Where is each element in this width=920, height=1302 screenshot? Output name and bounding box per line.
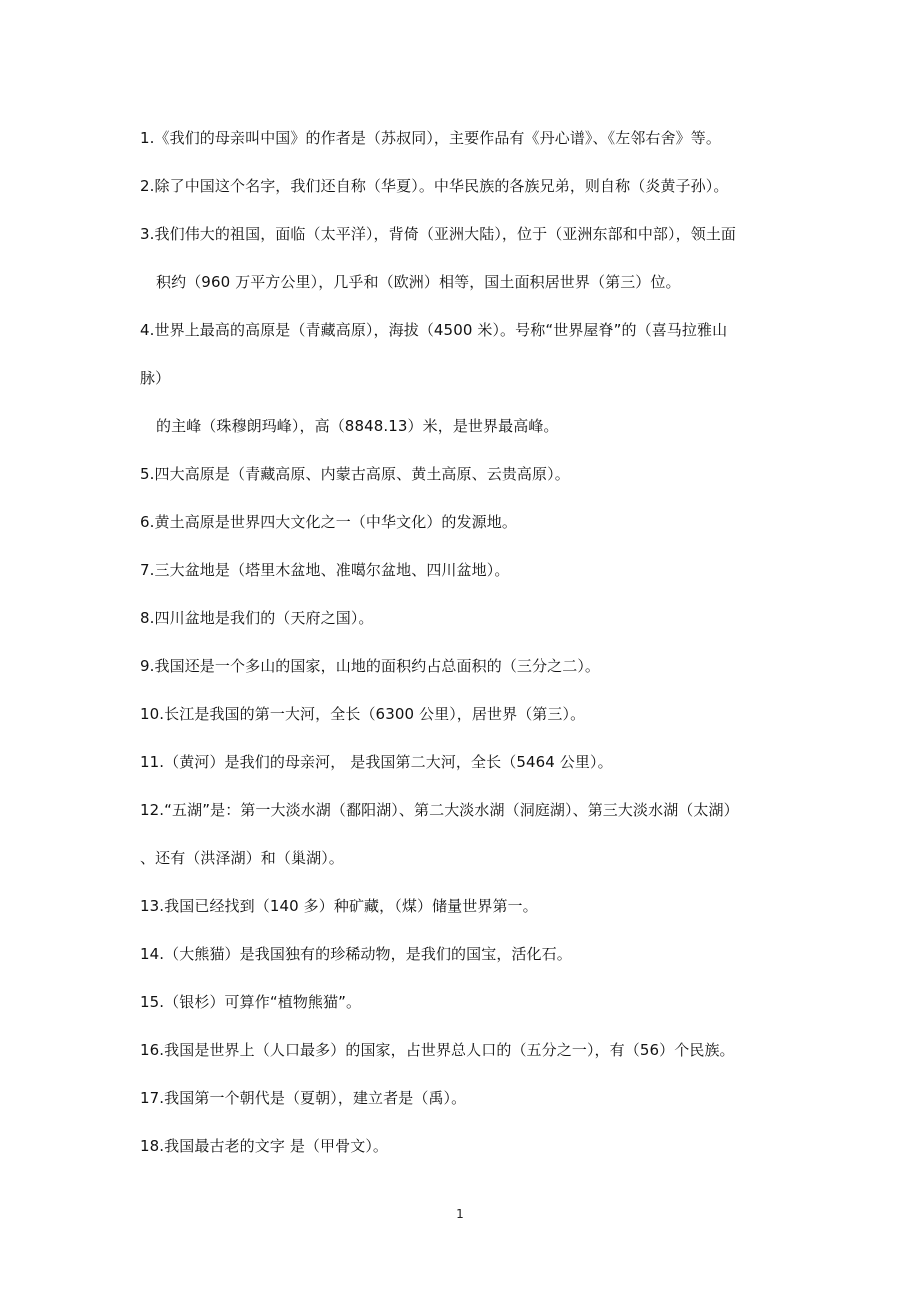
text-line-18: 18.我国最古老的文字 是（甲骨文）。	[140, 1137, 389, 1155]
text-line-14: 14.（大熊猫）是我国独有的珍稀动物，是我们的国宝，活化石。	[140, 945, 572, 963]
text-line-17: 17.我国第一个朝代是（夏朝），建立者是（禹）。	[140, 1089, 467, 1107]
text-line-2: 2.除了中国这个名字，我们还自称（华夏）。中华民族的各族兄弟，则自称（炎黄子孙）。	[140, 177, 729, 195]
text-line-6: 6.黄土高原是世界四大文化之一（中华文化）的发源地。	[140, 513, 517, 531]
text-line-4: 4.世界上最高的高原是（青藏高原），海拔（4500 米）。号称“世界屋脊”的（喜马拉雅山	[140, 321, 728, 339]
text-line-16: 16.我国是世界上（人口最多）的国家，占世界总人口的（五分之一），有（56）个民族。	[140, 1041, 735, 1059]
text-line-4-wrap: 脉）	[140, 369, 171, 387]
text-line-3-continued: 积约（960 万平方公里），几乎和（欧洲）相等，国土面积居世界（第三）位。	[156, 273, 681, 291]
text-line-1: 1.《我们的母亲叫中国》的作者是（苏叔同），主要作品有《丹心谱》、《左邻右舍》等。	[140, 129, 721, 147]
text-line-12: 12.“五湖”是：第一大淡水湖（鄱阳湖）、第二大淡水湖（洞庭湖）、第三大淡水湖（太湖）	[140, 801, 739, 819]
page-number: 1	[456, 1207, 464, 1221]
text-line-4-continued: 的主峰（珠穆朗玛峰），高（8848.13）米，是世界最高峰。	[156, 417, 559, 435]
text-line-3: 3.我们伟大的祖国，面临（太平洋），背倚（亚洲大陆），位于（亚洲东部和中部），领土面	[140, 225, 737, 243]
text-line-8: 8.四川盆地是我们的（天府之国）。	[140, 609, 374, 627]
text-line-11: 11.（黄河）是我们的母亲河， 是我国第二大河，全长（5464 公里）。	[140, 753, 613, 771]
text-line-10: 10.长江是我国的第一大河，全长（6300 公里），居世界（第三）。	[140, 705, 586, 723]
text-line-15: 15.（银杉）可算作“植物熊猫”。	[140, 993, 362, 1011]
text-line-9: 9.我国还是一个多山的国家，山地的面积约占总面积的（三分之二）。	[140, 657, 601, 675]
text-line-13: 13.我国已经找到（140 多）种矿藏，（煤）储量世界第一。	[140, 897, 538, 915]
text-line-5: 5.四大高原是（青藏高原、内蒙古高原、黄土高原、云贵高原）。	[140, 465, 570, 483]
text-line-12-continued: 、还有（洪泽湖）和（巢湖）。	[140, 849, 344, 867]
text-line-7: 7.三大盆地是（塔里木盆地、准噶尔盆地、四川盆地）。	[140, 561, 510, 579]
